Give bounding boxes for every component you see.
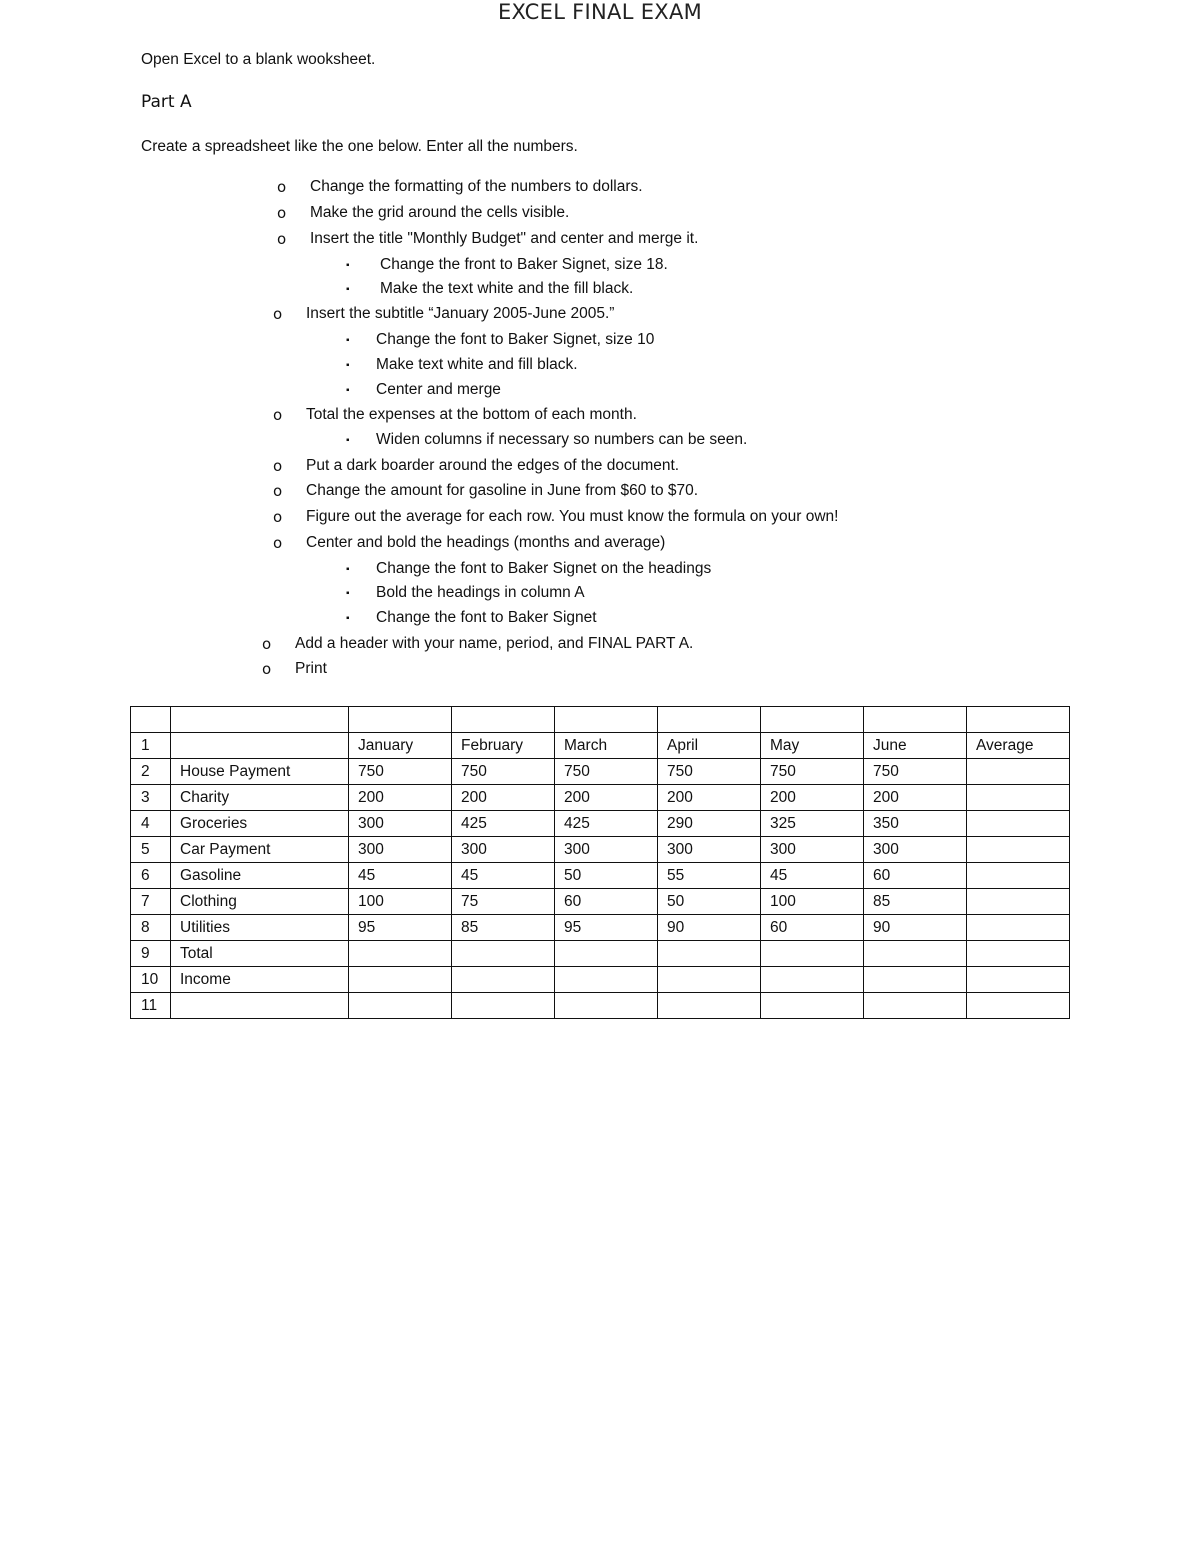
create-instruction: Create a spreadsheet like the one below. Enter all the numbers. bbox=[141, 138, 578, 155]
value-cell: 100 bbox=[349, 889, 452, 915]
value-cell bbox=[349, 967, 452, 993]
value-cell: 425 bbox=[452, 811, 555, 837]
row-number-cell: 9 bbox=[131, 941, 171, 967]
value-cell: 200 bbox=[349, 785, 452, 811]
value-cell bbox=[555, 707, 658, 733]
row-number-cell: 1 bbox=[131, 733, 171, 759]
row-number-cell: 6 bbox=[131, 863, 171, 889]
value-cell: 300 bbox=[349, 837, 452, 863]
row-number-cell bbox=[131, 707, 171, 733]
value-cell: 50 bbox=[555, 863, 658, 889]
value-cell: 300 bbox=[349, 811, 452, 837]
instruction-text: Insert the title "Monthly Budget" and center and merge it. bbox=[310, 230, 699, 247]
instruction-text: Make text white and fill black. bbox=[376, 356, 578, 373]
table-row bbox=[131, 863, 1070, 889]
circle-bullet-icon: o bbox=[277, 204, 287, 222]
value-cell: 425 bbox=[555, 811, 658, 837]
category-cell: Utilities bbox=[171, 915, 349, 941]
value-cell: 200 bbox=[864, 785, 967, 811]
instruction-text: Make the grid around the cells visible. bbox=[310, 204, 570, 221]
section-heading: Part A bbox=[141, 92, 192, 112]
row-number-cell: 4 bbox=[131, 811, 171, 837]
row-number-cell: 7 bbox=[131, 889, 171, 915]
value-cell bbox=[452, 967, 555, 993]
category-cell: Gasoline bbox=[171, 863, 349, 889]
value-cell: March bbox=[555, 733, 658, 759]
circle-bullet-icon: o bbox=[262, 660, 272, 678]
value-cell bbox=[761, 941, 864, 967]
instruction-text: Change the font to Baker Signet, size 10 bbox=[376, 331, 655, 348]
value-cell bbox=[349, 941, 452, 967]
instruction-text: Change the front to Baker Signet, size 18. bbox=[380, 256, 668, 273]
intro-text: Open Excel to a blank wooksheet. bbox=[141, 51, 376, 68]
row-number-cell: 8 bbox=[131, 915, 171, 941]
value-cell bbox=[967, 993, 1070, 1019]
circle-bullet-icon: o bbox=[277, 230, 287, 248]
value-cell: June bbox=[864, 733, 967, 759]
value-cell: 90 bbox=[658, 915, 761, 941]
instruction-text: Center and bold the headings (months and average) bbox=[306, 534, 666, 551]
value-cell: 750 bbox=[555, 759, 658, 785]
value-cell: 750 bbox=[349, 759, 452, 785]
value-cell: 45 bbox=[761, 863, 864, 889]
value-cell bbox=[658, 941, 761, 967]
value-cell bbox=[761, 707, 864, 733]
value-cell: 200 bbox=[452, 785, 555, 811]
value-cell: 300 bbox=[452, 837, 555, 863]
row-number-cell: 2 bbox=[131, 759, 171, 785]
value-cell: 45 bbox=[452, 863, 555, 889]
value-cell: 300 bbox=[761, 837, 864, 863]
value-cell: 290 bbox=[658, 811, 761, 837]
value-cell bbox=[864, 707, 967, 733]
value-cell: 200 bbox=[658, 785, 761, 811]
value-cell bbox=[864, 967, 967, 993]
circle-bullet-icon: o bbox=[273, 406, 283, 424]
value-cell: 750 bbox=[658, 759, 761, 785]
value-cell bbox=[967, 863, 1070, 889]
value-cell bbox=[658, 967, 761, 993]
value-cell bbox=[864, 993, 967, 1019]
value-cell bbox=[967, 941, 1070, 967]
instruction-text: Bold the headings in column A bbox=[376, 584, 585, 601]
budget-table bbox=[130, 706, 1070, 1019]
value-cell: 325 bbox=[761, 811, 864, 837]
value-cell bbox=[452, 941, 555, 967]
value-cell bbox=[967, 967, 1070, 993]
instruction-text: Change the font to Baker Signet bbox=[376, 609, 597, 626]
circle-bullet-icon: o bbox=[273, 482, 283, 500]
value-cell: 300 bbox=[864, 837, 967, 863]
value-cell: May bbox=[761, 733, 864, 759]
instruction-text: Total the expenses at the bottom of each month. bbox=[306, 406, 637, 423]
value-cell bbox=[349, 707, 452, 733]
table-row bbox=[131, 915, 1070, 941]
value-cell bbox=[452, 993, 555, 1019]
table-row bbox=[131, 993, 1070, 1019]
row-number-cell: 11 bbox=[131, 993, 171, 1019]
value-cell bbox=[761, 967, 864, 993]
value-cell: 75 bbox=[452, 889, 555, 915]
category-cell: House Payment bbox=[171, 759, 349, 785]
value-cell bbox=[967, 785, 1070, 811]
value-cell bbox=[349, 993, 452, 1019]
value-cell: 95 bbox=[349, 915, 452, 941]
row-number-cell: 3 bbox=[131, 785, 171, 811]
value-cell: 300 bbox=[555, 837, 658, 863]
value-cell: 60 bbox=[555, 889, 658, 915]
value-cell: 60 bbox=[864, 863, 967, 889]
value-cell bbox=[452, 707, 555, 733]
value-cell bbox=[658, 993, 761, 1019]
value-cell: 45 bbox=[349, 863, 452, 889]
square-bullet-icon: ▪ bbox=[346, 588, 350, 599]
value-cell bbox=[967, 811, 1070, 837]
square-bullet-icon: ▪ bbox=[346, 613, 350, 624]
table-row bbox=[131, 941, 1070, 967]
square-bullet-icon: ▪ bbox=[346, 335, 350, 346]
square-bullet-icon: ▪ bbox=[346, 260, 350, 271]
circle-bullet-icon: o bbox=[273, 305, 283, 323]
value-cell: 50 bbox=[658, 889, 761, 915]
value-cell: 55 bbox=[658, 863, 761, 889]
circle-bullet-icon: o bbox=[277, 178, 287, 196]
table-row bbox=[131, 733, 1070, 759]
circle-bullet-icon: o bbox=[273, 534, 283, 552]
value-cell: February bbox=[452, 733, 555, 759]
value-cell bbox=[864, 941, 967, 967]
value-cell: 750 bbox=[761, 759, 864, 785]
value-cell: 350 bbox=[864, 811, 967, 837]
value-cell bbox=[967, 889, 1070, 915]
table-row bbox=[131, 759, 1070, 785]
value-cell bbox=[967, 915, 1070, 941]
circle-bullet-icon: o bbox=[273, 508, 283, 526]
value-cell: 85 bbox=[452, 915, 555, 941]
value-cell: 85 bbox=[864, 889, 967, 915]
category-cell: Clothing bbox=[171, 889, 349, 915]
instruction-text: Center and merge bbox=[376, 381, 501, 398]
table-row bbox=[131, 785, 1070, 811]
value-cell bbox=[658, 707, 761, 733]
category-cell: Groceries bbox=[171, 811, 349, 837]
value-cell bbox=[555, 993, 658, 1019]
table-row bbox=[131, 837, 1070, 863]
table-row bbox=[131, 811, 1070, 837]
value-cell bbox=[555, 941, 658, 967]
instruction-text: Change the font to Baker Signet on the headings bbox=[376, 560, 712, 577]
value-cell: 300 bbox=[658, 837, 761, 863]
value-cell: Average bbox=[967, 733, 1070, 759]
instruction-text: Change the amount for gasoline in June from $60 to $70. bbox=[306, 482, 699, 499]
value-cell bbox=[761, 993, 864, 1019]
value-cell: 90 bbox=[864, 915, 967, 941]
circle-bullet-icon: o bbox=[262, 635, 272, 653]
category-cell: Total bbox=[171, 941, 349, 967]
instruction-text: Add a header with your name, period, and FINAL PART A. bbox=[295, 635, 694, 652]
table-header-row bbox=[131, 707, 1070, 733]
value-cell bbox=[967, 759, 1070, 785]
table-row bbox=[131, 967, 1070, 993]
instruction-text: Put a dark boarder around the edges of the document. bbox=[306, 457, 680, 474]
value-cell: 200 bbox=[761, 785, 864, 811]
value-cell: April bbox=[658, 733, 761, 759]
category-cell bbox=[171, 707, 349, 733]
value-cell bbox=[555, 967, 658, 993]
square-bullet-icon: ▪ bbox=[346, 284, 350, 295]
square-bullet-icon: ▪ bbox=[346, 435, 350, 446]
circle-bullet-icon: o bbox=[273, 457, 283, 475]
instruction-text: Print bbox=[295, 660, 327, 677]
row-number-cell: 10 bbox=[131, 967, 171, 993]
value-cell: January bbox=[349, 733, 452, 759]
square-bullet-icon: ▪ bbox=[346, 385, 350, 396]
square-bullet-icon: ▪ bbox=[346, 360, 350, 371]
instruction-text: Make the text white and the fill black. bbox=[380, 280, 634, 297]
category-cell: Car Payment bbox=[171, 837, 349, 863]
value-cell: 750 bbox=[864, 759, 967, 785]
instruction-text: Widen columns if necessary so numbers can be seen. bbox=[376, 431, 748, 448]
category-cell: Income bbox=[171, 967, 349, 993]
value-cell: 100 bbox=[761, 889, 864, 915]
instruction-text: Figure out the average for each row. You must know the formula on your own! bbox=[306, 508, 839, 525]
value-cell: 200 bbox=[555, 785, 658, 811]
value-cell: 60 bbox=[761, 915, 864, 941]
document-title: EXCEL FINAL EXAM bbox=[497, 0, 703, 24]
category-cell bbox=[171, 993, 349, 1019]
value-cell bbox=[967, 707, 1070, 733]
table-row bbox=[131, 889, 1070, 915]
row-number-cell: 5 bbox=[131, 837, 171, 863]
value-cell: 95 bbox=[555, 915, 658, 941]
category-cell: Charity bbox=[171, 785, 349, 811]
category-cell bbox=[171, 733, 349, 759]
square-bullet-icon: ▪ bbox=[346, 564, 350, 575]
instruction-text: Insert the subtitle “January 2005-June 2005.” bbox=[306, 305, 615, 322]
instruction-text: Change the formatting of the numbers to dollars. bbox=[310, 178, 643, 195]
value-cell: 750 bbox=[452, 759, 555, 785]
value-cell bbox=[967, 837, 1070, 863]
